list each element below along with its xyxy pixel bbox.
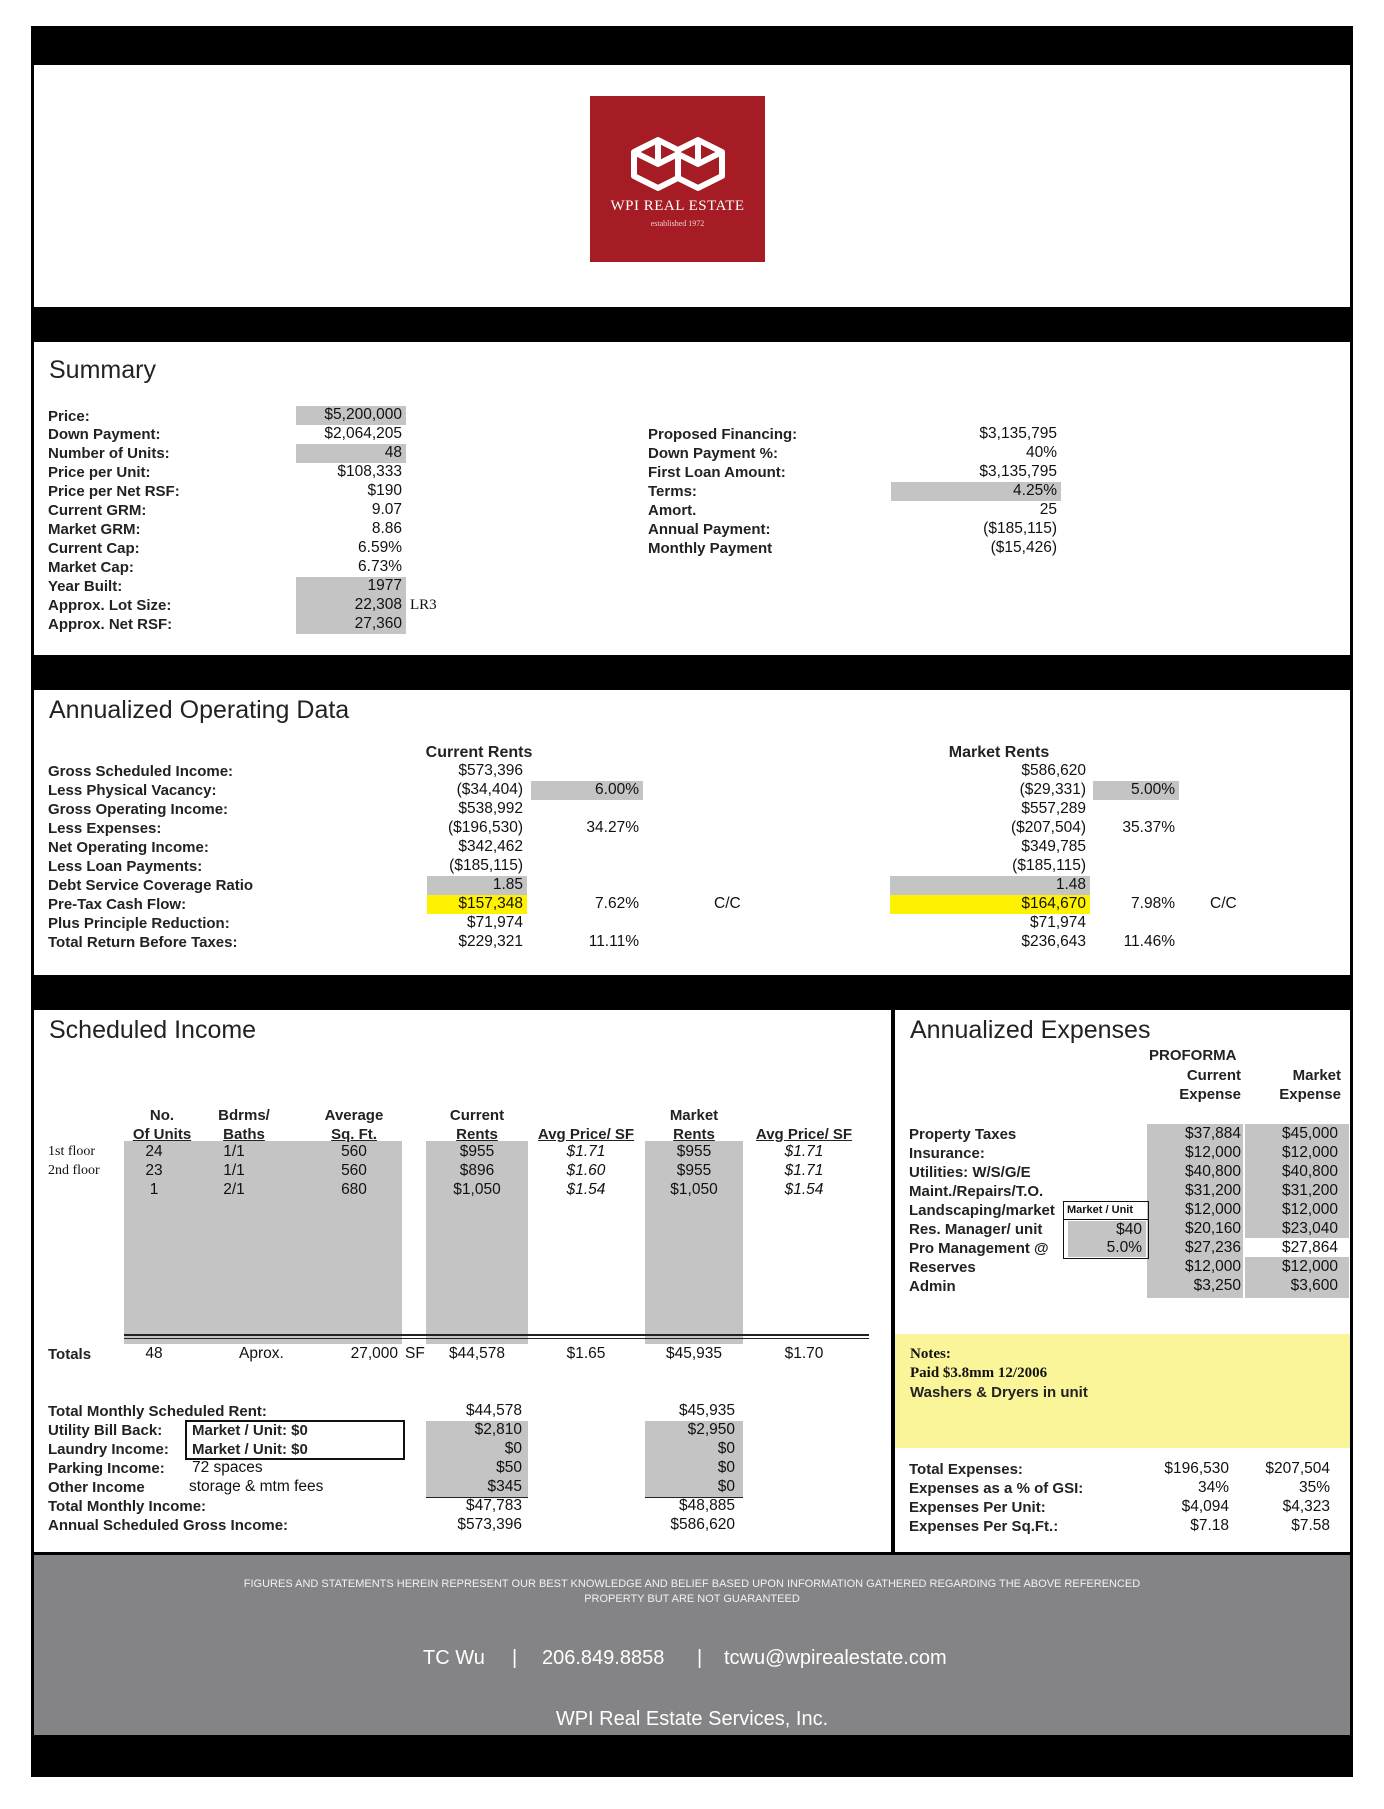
operating-label: Less Loan Payments: [48,858,203,875]
summary-label: Year Built: [48,578,123,595]
exp-current-line1: Current [1186,1067,1241,1084]
expense-market: $40,800 [1281,1163,1338,1180]
operating-label: Gross Scheduled Income: [48,763,234,780]
summary-panel [34,342,1350,655]
summary-value: 6.73% [358,558,402,575]
summary-value: 9.07 [371,501,402,518]
summary-label: Current GRM: [48,502,147,519]
expense-label: Insurance: [909,1145,985,1162]
operating-panel [34,690,1350,975]
unit-current-rent: $896 [459,1162,495,1179]
unit-market-rent: $955 [676,1143,712,1160]
contact-separator: | [697,1647,703,1669]
current-cc-pct: 7.62% [595,895,639,912]
market-value: 1.48 [890,876,1090,895]
operating-label: Pre-Tax Cash Flow: [48,896,187,913]
expense-summary-label: Expenses Per Sq.Ft.: [909,1518,1059,1535]
totals-sf: SF [405,1345,425,1362]
unit-sqft: 560 [341,1143,367,1160]
unit-avg-market: $1.54 [784,1181,824,1198]
current-value: $71,974 [466,914,523,931]
unit-avg-market: $1.71 [784,1162,824,1179]
company-name: WPI Real Estate Services, Inc. [555,1708,829,1730]
unit-current-rent: $1,050 [453,1181,501,1198]
financing-value: 4.25% [891,482,1061,501]
financing-label: Proposed Financing: [648,426,798,443]
unit-sqft: 560 [341,1162,367,1179]
expense-summary-current: 34% [1197,1479,1229,1496]
summary-label: Price: [48,408,90,425]
financing-label: Annual Payment: [648,521,771,538]
expense-current: $12,000 [1184,1258,1241,1275]
totals-rule [124,1334,869,1339]
notes-line: Washers & Dryers in unit [910,1384,1088,1401]
col-market-line2: Rents [673,1126,715,1143]
monthly-label: Total Monthly Income: [48,1498,207,1515]
contact-separator: | [512,1647,518,1669]
summary-value: $190 [367,482,402,499]
other-note: storage & mtm fees [189,1478,324,1495]
floor-label: 1st floor [48,1144,96,1159]
col-bdrms-header [204,1106,284,1144]
financing-label: Terms: [648,483,697,500]
logo-company-name: WPI REAL ESTATE [610,198,745,214]
expense-label: Reserves [909,1259,976,1276]
current-value: $229,321 [458,933,523,950]
notes-box [895,1334,1350,1448]
financing-value: 40% [1025,444,1057,461]
expense-label: Maint./Repairs/T.O. [909,1183,1044,1200]
market-monthly-value: $0 [717,1478,735,1495]
unit-current-rent: $955 [459,1143,495,1160]
summary-value: $5,200,000 [296,406,406,425]
expense-current: $31,200 [1184,1182,1241,1199]
unit-avg-current: $1.54 [566,1181,606,1198]
pro-mgmt-rate: 5.0% [1068,1239,1146,1257]
expense-label: Admin [909,1278,956,1295]
summary-value: 22,308 [296,596,406,615]
summary-label: Current Cap: [48,540,140,557]
col-current-header [426,1106,528,1144]
market-value: $236,643 [1021,933,1086,950]
expense-summary-current: $4,094 [1181,1498,1229,1515]
col-avg-market-header: Avg Price/ SF [755,1126,853,1143]
unit-bdrms: 2/1 [223,1181,245,1198]
current-rents-header: Current Rents [425,744,533,761]
lot-zoning: LR3 [410,597,437,613]
summary-value: 8.86 [371,520,402,537]
summary-label: Market GRM: [48,521,141,538]
current-value: $342,462 [458,838,523,855]
current-monthly-value: $345 [487,1478,522,1495]
unit-market-rent: $1,050 [670,1181,718,1198]
financing-label: Down Payment %: [648,445,779,462]
utility-note: Market / Unit: $0 [192,1422,308,1439]
summary-label: Number of Units: [48,445,170,462]
expense-current: $37,884 [1184,1125,1241,1142]
market-value: $71,974 [1029,914,1086,931]
unit-avg-current: $1.60 [566,1162,606,1179]
market-monthly-value: $0 [717,1440,735,1457]
monthly-label: Parking Income: [48,1460,165,1477]
company-logo [590,96,765,262]
exp-current-line2: Expense [1179,1086,1241,1103]
monthly-label: Utility Bill Back: [48,1422,163,1439]
current-expense-pct: 34.27% [586,819,639,836]
market-monthly-value: $48,885 [678,1497,735,1514]
current-value: ($196,530) [448,819,523,836]
res-manager-rate: $40 [1068,1221,1146,1239]
market-value: $586,620 [1021,762,1086,779]
current-cash-flow: $157,348 [427,895,527,914]
operating-label: Debt Service Coverage Ratio [48,877,254,894]
unit-count: 1 [149,1181,159,1198]
financing-value: ($185,115) [983,520,1057,537]
expense-summary-market: $7.58 [1291,1517,1330,1534]
market-cc-label: C/C [1210,895,1237,912]
summary-label: Approx. Lot Size: [48,597,172,614]
totals-avg-current: $1.65 [566,1345,606,1362]
col-market-line1: Market [669,1107,719,1124]
summary-value: 1977 [296,577,406,596]
floor-label: 2nd floor [48,1163,100,1178]
totals-approx: Aprox. [239,1345,284,1362]
current-value: ($34,404) [456,781,523,798]
expense-summary-market: $4,323 [1282,1498,1330,1515]
expense-summary-current: $7.18 [1190,1517,1229,1534]
market-value: ($185,115) [1012,857,1086,874]
col-units-line2: Of Units [132,1126,192,1143]
income-title: Scheduled Income [49,1016,257,1044]
current-monthly-value: $573,396 [457,1516,522,1533]
current-monthly-value: $2,810 [474,1421,522,1438]
financing-value: $3,135,795 [979,463,1057,480]
expense-market: $23,040 [1281,1220,1338,1237]
expense-market: $27,864 [1281,1239,1338,1256]
expense-market: $12,000 [1281,1144,1338,1161]
summary-label: Down Payment: [48,426,161,443]
expense-summary-label: Total Expenses: [909,1461,1023,1478]
col-sqft-header [304,1106,404,1144]
expense-label: Utilities: W/S/G/E [909,1164,1031,1181]
logo-tagline: established 1972 [650,219,705,228]
current-value: ($185,115) [449,857,523,874]
market-vacancy-pct: 5.00% [1093,781,1179,800]
footer [34,1555,1350,1735]
monthly-label: Total Monthly Scheduled Rent: [48,1403,267,1420]
current-monthly-value: $50 [496,1459,522,1476]
unit-count: 23 [145,1162,163,1179]
col-units-header [124,1106,200,1144]
exp-current-header [1135,1066,1241,1104]
summary-label: Market Cap: [48,559,134,576]
summary-label: Price per Unit: [48,464,151,481]
totals-label: Totals [48,1346,92,1363]
unit-avg-current: $1.71 [566,1143,606,1160]
expense-current: $40,800 [1184,1163,1241,1180]
market-expense-pct: 35.37% [1122,819,1175,836]
unit-sqft: 680 [341,1181,367,1198]
notes-title: Notes: [910,1346,951,1362]
expense-current: $12,000 [1184,1201,1241,1218]
financing-value: 25 [1039,501,1057,518]
exp-market-header [1245,1066,1341,1104]
summary-value: $108,333 [337,463,402,480]
col-current-line2: Rents [456,1126,498,1143]
summary-value: 27,360 [296,615,406,634]
market-unit-label: Market / Unit [1067,1204,1134,1216]
current-monthly-value: $47,783 [465,1497,522,1514]
current-monthly-value: $0 [504,1440,522,1457]
monthly-label: Laundry Income: [48,1441,169,1458]
totals-sqft: 27,000 [350,1345,398,1362]
logo-panel [34,65,1350,307]
market-rents-header: Market Rents [948,744,1050,761]
col-sqft-line1: Average [324,1107,384,1124]
current-total-pct: 11.11% [588,933,639,950]
financing-value: ($15,426) [990,539,1057,556]
summary-value: 6.59% [358,539,402,556]
market-monthly-value: $586,620 [670,1516,735,1533]
totals-avg-market: $1.70 [784,1345,824,1362]
mgmt-rate-box-divider [1064,1219,1148,1220]
operating-label: Gross Operating Income: [48,801,229,818]
expense-market: $3,600 [1290,1277,1338,1294]
operating-label: Less Expenses: [48,820,162,837]
col-units-line1: No. [149,1107,175,1124]
market-monthly-value: $45,935 [678,1402,735,1419]
expense-current: $3,250 [1193,1277,1241,1294]
expense-current: $27,236 [1184,1239,1241,1256]
monthly-label: Other Income [48,1479,145,1496]
cube-logo-icon [628,130,728,200]
operating-label: Total Return Before Taxes: [48,934,238,951]
market-value: $557,289 [1021,800,1086,817]
expense-label: Landscaping/market [909,1202,1055,1219]
expense-label: Pro Management @ [909,1240,1049,1257]
unit-bdrms: 1/1 [223,1143,245,1160]
totals-market: $45,935 [665,1345,723,1362]
expense-summary-market: 35% [1298,1479,1330,1496]
current-value: $573,396 [458,762,523,779]
expenses-panel [895,1010,1350,1552]
col-bdrms-line1: Bdrms/ [218,1107,270,1124]
expense-label: Property Taxes [909,1126,1017,1143]
disclaimer-line: PROPERTY BUT ARE NOT GUARANTEED [584,1593,800,1605]
market-cash-flow: $164,670 [890,895,1090,914]
expense-summary-label: Expenses Per Unit: [909,1499,1046,1516]
expense-market: $12,000 [1281,1258,1338,1275]
expense-market: $12,000 [1281,1201,1338,1218]
unit-avg-market: $1.71 [784,1143,824,1160]
col-avg-current-header: Avg Price/ SF [537,1126,635,1143]
market-cc-pct: 7.98% [1131,895,1175,912]
totals-units: 48 [145,1345,163,1362]
laundry-note: Market / Unit: $0 [192,1441,308,1458]
col-market-header [645,1106,743,1144]
summary-title: Summary [49,356,156,384]
agent-phone[interactable]: 206.849.8858 [542,1647,665,1669]
expense-summary-current: $196,530 [1164,1460,1229,1477]
disclaimer-line: FIGURES AND STATEMENTS HEREIN REPRESENT OUR BEST KNOWLEDGE AND BELIEF BASED UPON INFORMATION GATHERED REGARDING THE ABOVE REFERENCED [243,1578,1141,1590]
unit-count: 24 [145,1143,163,1160]
current-cc-label: C/C [714,895,741,912]
current-value: $538,992 [458,800,523,817]
market-value: ($207,504) [1011,819,1086,836]
financing-label: First Loan Amount: [648,464,786,481]
unit-market-rent: $955 [676,1162,712,1179]
monthly-label: Annual Scheduled Gross Income: [48,1517,289,1534]
market-value: ($29,331) [1019,781,1086,798]
expenses-title: Annualized Expenses [910,1016,1151,1044]
expense-market: $45,000 [1281,1125,1338,1142]
proforma-label: PROFORMA [1149,1047,1237,1064]
expense-label: Res. Manager/ unit [909,1221,1043,1238]
summary-label: Price per Net RSF: [48,483,180,500]
col-bdrms-line2: Baths [223,1126,265,1143]
col-sqft-line2: Sq. Ft. [331,1126,377,1143]
financing-label: Monthly Payment [648,540,773,557]
exp-market-line1: Market [1292,1067,1341,1084]
expense-summary-label: Expenses as a % of GSI: [909,1480,1084,1497]
financing-label: Amort. [648,502,697,519]
current-monthly-value: $44,578 [465,1402,522,1419]
expense-current: $12,000 [1184,1144,1241,1161]
summary-label: Approx. Net RSF: [48,616,173,633]
operating-title: Annualized Operating Data [49,696,350,724]
exp-market-line2: Expense [1279,1086,1341,1103]
market-total-pct: 11.46% [1123,933,1175,950]
unit-bdrms: 1/1 [223,1162,245,1179]
col-current-line1: Current [449,1107,505,1124]
operating-label: Less Physical Vacancy: [48,782,217,799]
market-monthly-value: $2,950 [687,1421,735,1438]
agent-email[interactable]: tcwu@wpirealestate.com [724,1647,947,1669]
income-panel [34,1010,891,1552]
expense-summary-market: $207,504 [1265,1460,1330,1477]
totals-current: $44,578 [448,1345,506,1362]
operating-label: Net Operating Income: [48,839,209,856]
summary-value: 48 [296,444,406,463]
financing-value: $3,135,795 [979,425,1057,442]
current-vacancy-pct: 6.00% [531,781,643,800]
market-monthly-value: $0 [717,1459,735,1476]
operating-label: Plus Principle Reduction: [48,915,230,932]
expense-market: $31,200 [1281,1182,1338,1199]
parking-note: 72 spaces [192,1459,263,1476]
current-value: 1.85 [427,876,527,895]
expense-current: $20,160 [1184,1220,1241,1237]
summary-value: $2,064,205 [324,425,402,442]
market-value: $349,785 [1021,838,1086,855]
notes-line: Paid $3.8mm 12/2006 [910,1365,1048,1381]
agent-name: TC Wu [423,1647,485,1669]
